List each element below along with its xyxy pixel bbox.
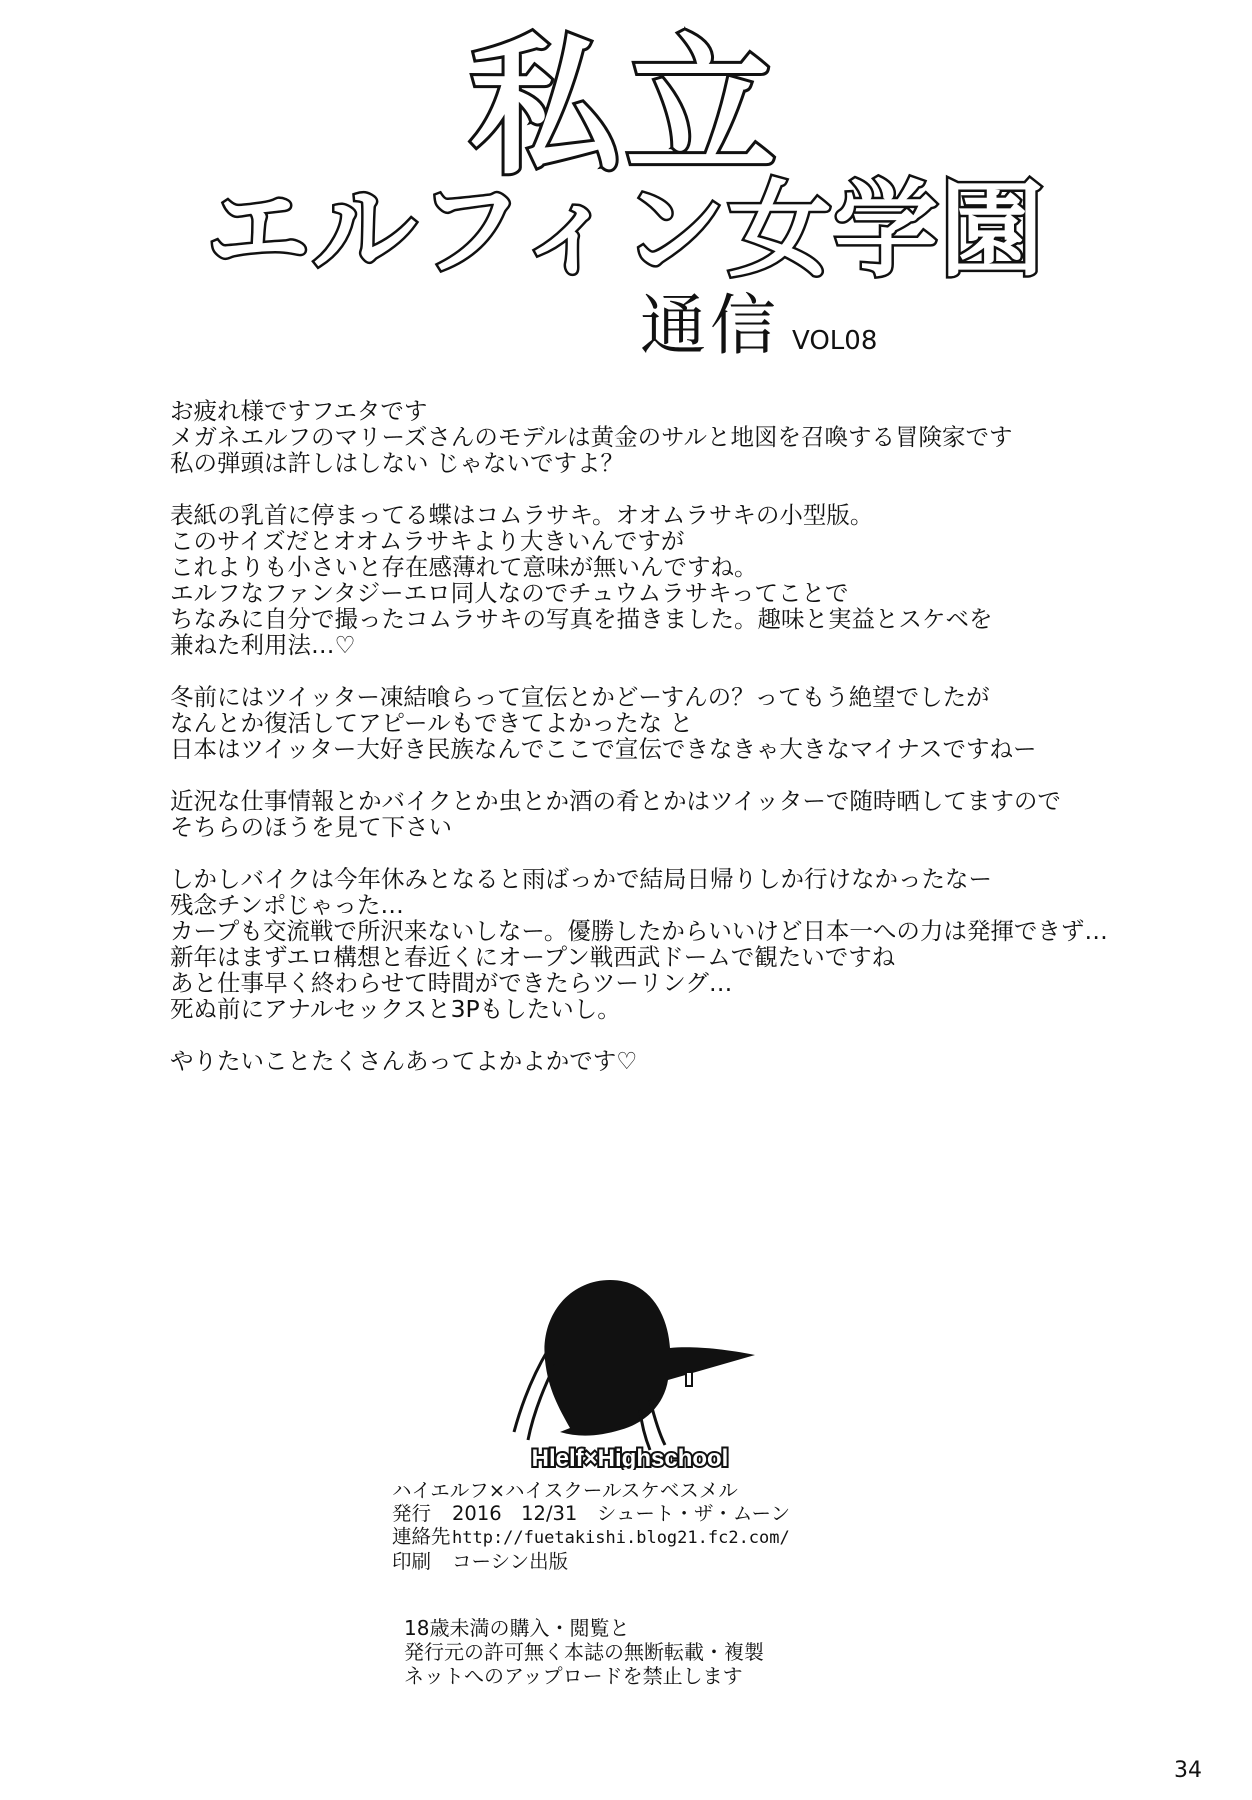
published-row (392, 1502, 790, 1525)
printing-value: コーシン出版 (452, 1550, 569, 1573)
contact-url: http://fuetakishi.blog21.fc2.com/ (452, 1528, 790, 1548)
text-line: 日本はツイッター大好き民族なんでここで宣伝できなきゃ大きなマイナスですねー (170, 735, 1037, 763)
text-line: お疲れ様ですフエタです (170, 397, 428, 425)
text-line: あと仕事早く終わらせて時間ができたらツーリング… (170, 969, 733, 997)
book-title: ハイエルフ×ハイスクールスケベスメル (392, 1479, 738, 1502)
text-line: 死ぬ前にアナルセックスと3Pもしたいし。 (170, 995, 621, 1023)
published-label: 発行 (392, 1502, 432, 1525)
title-line1: 私立 (469, 21, 782, 195)
paragraph-1 (170, 398, 1170, 476)
text-line: 兼ねた利用法…♡ (170, 631, 356, 659)
paragraph-6 (170, 1048, 1170, 1074)
logo-text: Hlelf×Highschool (531, 1445, 729, 1470)
text-line: エルフなファンタジーエロ同人なのでチュウムラサキってことで (170, 579, 849, 607)
warning-line: 18歳未満の購入・閲覧と (404, 1616, 630, 1640)
paragraph-5 (170, 866, 1170, 1022)
warning-line: 発行元の許可無く本誌の無断転載・複製 (404, 1640, 764, 1664)
paragraph-2 (170, 502, 1170, 658)
text-line: しかしバイクは今年休みとなると雨ばっかで結局日帰りしか行けなかったなー (170, 865, 993, 893)
circle-logo (500, 1260, 760, 1470)
text-line: 表紙の乳首に停まってる蝶はコムラサキ。オオムラサキの小型版。 (170, 501, 874, 529)
text-line: ちなみに自分で撮ったコムラサキの写真を描きました。趣味と実益とスケベを (170, 605, 993, 633)
subtitle: 通信 (640, 287, 780, 364)
text-line: 近況な仕事情報とかバイクとか虫とか酒の肴とかはツイッターで随時晒してますので (170, 787, 1061, 815)
colophon (392, 1479, 790, 1573)
text-line: メガネエルフのマリーズさんのモデルは黄金のサルと地図を召喚する冒険家です (170, 423, 1013, 451)
contact-row (392, 1525, 790, 1550)
age-warning (404, 1616, 764, 1688)
text-line: 私の弾頭は許しはしない じゃないですよ？ (170, 449, 624, 477)
printing-label: 印刷 (392, 1550, 432, 1573)
text-line: 残念チンポじゃった… (170, 891, 404, 919)
text-line: やりたいことたくさんあってよかよかです♡ (170, 1047, 638, 1075)
text-line: これよりも小さいと存在感薄れて意味が無いんですね。 (170, 553, 758, 581)
text-line: 新年はまずエロ構想と春近くにオープン戦西武ドームで観たいですね (170, 943, 896, 971)
text-line: カープも交流戦で所沢来ないしなー。優勝したからいいけど日本一への力は発揮できず… (170, 917, 1108, 945)
subtitle-row (640, 286, 877, 366)
paragraph-3 (170, 684, 1170, 762)
page-number: 34 (1174, 1758, 1202, 1783)
elf-silhouette-icon (500, 1260, 760, 1470)
published-value: 2016 12/31 シュート・ザ・ムーン (452, 1502, 791, 1525)
text-line: なんとか復活してアピールもできてよかったな と (170, 709, 694, 737)
paragraph-4 (170, 788, 1170, 840)
volume-label: VOL08 (792, 326, 878, 356)
title-line2: エルフィン女学園 (206, 169, 1046, 291)
text-line: このサイズだとオオムラサキより大きいんですが (170, 527, 685, 555)
text-line: そちらのほうを見て下さい (170, 813, 452, 841)
body-text (170, 398, 1170, 1100)
warning-line: ネットへのアップロードを禁止します (404, 1664, 743, 1688)
printing-row (392, 1550, 790, 1573)
contact-label: 連絡先 (392, 1525, 451, 1548)
text-line: 冬前にはツイッター凍結喰らって宣伝とかどーすんの？ってもう絶望でしたが (170, 683, 990, 711)
